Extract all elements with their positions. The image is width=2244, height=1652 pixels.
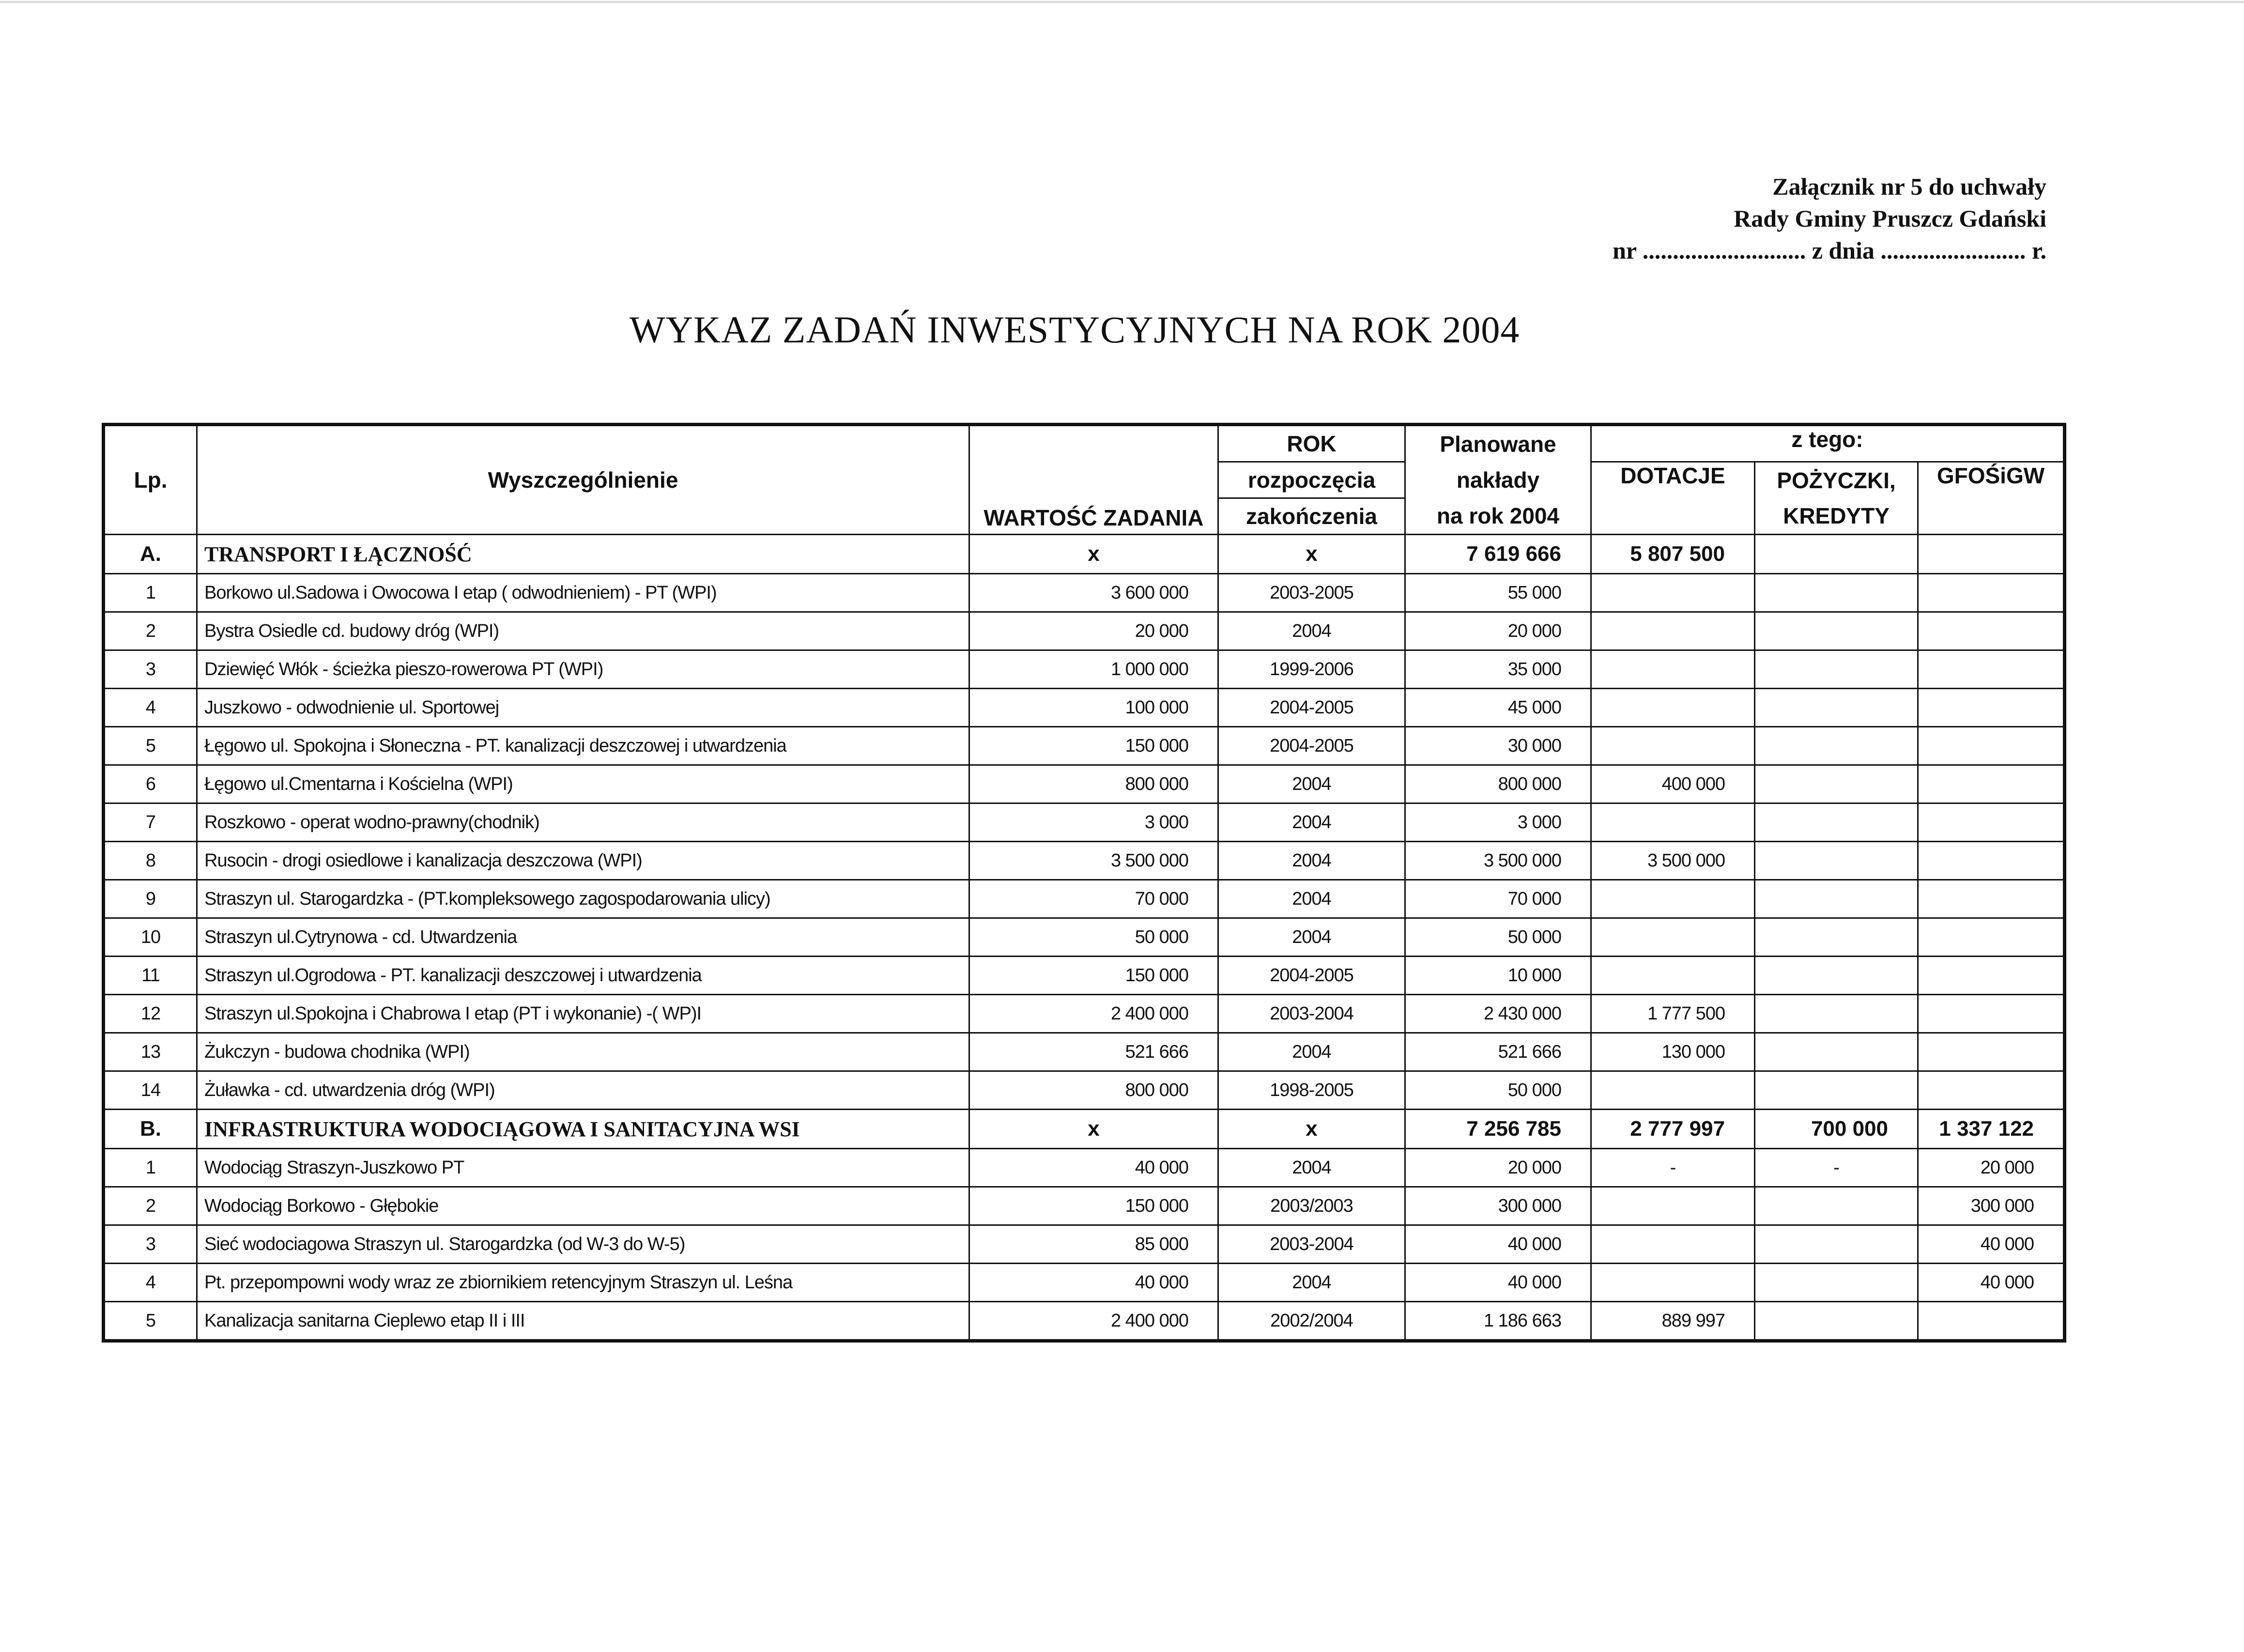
planned-cell: 1 186 663 bbox=[1405, 1302, 1591, 1341]
planned-cell: 800 000 bbox=[1405, 765, 1591, 803]
description-cell: Łęgowo ul.Cmentarna i Kościelna (WPI) bbox=[197, 765, 969, 803]
dotacje-cell: 400 000 bbox=[1591, 765, 1755, 803]
dotacje-cell bbox=[1591, 1187, 1755, 1225]
scan-top-edge bbox=[0, 1, 2244, 3]
gfosigw-cell bbox=[1918, 842, 2065, 880]
header-planned-bottom: na rok 2004 bbox=[1405, 498, 1591, 535]
gfosigw-cell bbox=[1918, 1302, 2065, 1341]
pozyczki-cell bbox=[1755, 1302, 1918, 1341]
lp-cell: 3 bbox=[104, 650, 197, 689]
lp-cell: 1 bbox=[104, 574, 197, 612]
description-cell: Sieć wodociagowa Straszyn ul. Starogardzka (od W-3 do W-5) bbox=[197, 1225, 969, 1264]
lp-cell: 2 bbox=[104, 612, 197, 650]
planned-cell: 20 000 bbox=[1405, 612, 1591, 650]
pozyczki-cell bbox=[1755, 880, 1918, 918]
planned-cell: 35 000 bbox=[1405, 650, 1591, 689]
pozyczki-cell bbox=[1755, 842, 1918, 880]
lp-cell: 3 bbox=[104, 1225, 197, 1264]
years-cell: 2004-2005 bbox=[1218, 957, 1405, 995]
section-planned-cell: 7 256 785 bbox=[1405, 1110, 1591, 1149]
description-cell: Dziewięć Włók - ścieżka pieszo-rowerowa PT (WPI) bbox=[197, 650, 969, 689]
dotacje-cell bbox=[1591, 957, 1755, 995]
years-cell: 2002/2004 bbox=[1218, 1302, 1405, 1341]
planned-cell: 2 430 000 bbox=[1405, 995, 1591, 1033]
planned-cell: 10 000 bbox=[1405, 957, 1591, 995]
planned-cell: 70 000 bbox=[1405, 880, 1591, 918]
gfosigw-cell bbox=[1918, 727, 2065, 765]
lp-cell: 12 bbox=[104, 995, 197, 1033]
planned-cell: 40 000 bbox=[1405, 1264, 1591, 1302]
gfosigw-cell bbox=[1918, 803, 2065, 842]
table-row bbox=[104, 1225, 2065, 1264]
lp-cell: 9 bbox=[104, 880, 197, 918]
dotacje-cell bbox=[1591, 1071, 1755, 1110]
lp-cell: 14 bbox=[104, 1071, 197, 1110]
task-value-cell: 800 000 bbox=[969, 1071, 1218, 1110]
dotacje-cell: - bbox=[1591, 1149, 1755, 1187]
years-cell: 2003-2004 bbox=[1218, 995, 1405, 1033]
section-description-cell: TRANSPORT I ŁĄCZNOŚĆ bbox=[197, 535, 969, 574]
description-cell: Straszyn ul.Cytrynowa - cd. Utwardzenia bbox=[197, 918, 969, 957]
task-value-cell: 3 600 000 bbox=[969, 574, 1218, 612]
section-gfosigw-cell bbox=[1918, 535, 2065, 574]
table-body bbox=[104, 535, 2065, 1341]
task-value-cell: 2 400 000 bbox=[969, 995, 1218, 1033]
gfosigw-cell: 300 000 bbox=[1918, 1187, 2065, 1225]
section-row bbox=[104, 1110, 2065, 1149]
years-cell: 2004 bbox=[1218, 842, 1405, 880]
task-value-cell: 150 000 bbox=[969, 1187, 1218, 1225]
description-cell: Wodociąg Straszyn-Juszkowo PT bbox=[197, 1149, 969, 1187]
table-header bbox=[104, 425, 2065, 535]
lp-cell: 7 bbox=[104, 803, 197, 842]
header-task-value: WARTOŚĆ ZADANIA bbox=[969, 425, 1218, 535]
task-value-cell: 800 000 bbox=[969, 765, 1218, 803]
years-cell: 2004-2005 bbox=[1218, 727, 1405, 765]
pozyczki-cell bbox=[1755, 574, 1918, 612]
table-row bbox=[104, 765, 2065, 803]
dotacje-cell: 3 500 000 bbox=[1591, 842, 1755, 880]
pozyczki-cell bbox=[1755, 612, 1918, 650]
gfosigw-cell bbox=[1918, 957, 2065, 995]
header-pozyczki-top: POŻYCZKI, bbox=[1755, 462, 1918, 498]
planned-cell: 3 000 bbox=[1405, 803, 1591, 842]
task-value-cell: 1 000 000 bbox=[969, 650, 1218, 689]
description-cell: Wodociąg Borkowo - Głębokie bbox=[197, 1187, 969, 1225]
pozyczki-cell bbox=[1755, 650, 1918, 689]
annex-line-1: Załącznik nr 5 do uchwały bbox=[1772, 173, 2046, 200]
dotacje-cell bbox=[1591, 689, 1755, 727]
gfosigw-cell bbox=[1918, 650, 2065, 689]
planned-cell: 50 000 bbox=[1405, 918, 1591, 957]
description-cell: Żukczyn - budowa chodnika (WPI) bbox=[197, 1033, 969, 1071]
lp-cell: 2 bbox=[104, 1187, 197, 1225]
years-cell: 1998-2005 bbox=[1218, 1071, 1405, 1110]
pozyczki-cell bbox=[1755, 765, 1918, 803]
description-cell: Borkowo ul.Sadowa i Owocowa I etap ( odwodnieniem) - PT (WPI) bbox=[197, 574, 969, 612]
gfosigw-cell bbox=[1918, 918, 2065, 957]
lp-cell: 5 bbox=[104, 727, 197, 765]
section-dotacje-cell: 2 777 997 bbox=[1591, 1110, 1755, 1149]
task-value-cell: 70 000 bbox=[969, 880, 1218, 918]
dotacje-cell bbox=[1591, 727, 1755, 765]
years-cell: 2004 bbox=[1218, 1264, 1405, 1302]
section-task-value-cell: x bbox=[969, 1110, 1218, 1149]
dotacje-cell bbox=[1591, 918, 1755, 957]
gfosigw-cell bbox=[1918, 880, 2065, 918]
gfosigw-cell bbox=[1918, 612, 2065, 650]
dotacje-cell: 130 000 bbox=[1591, 1033, 1755, 1071]
pozyczki-cell bbox=[1755, 918, 1918, 957]
dotacje-cell bbox=[1591, 803, 1755, 842]
description-cell: Straszyn ul.Spokojna i Chabrowa I etap (PT i wykonanie) -( WP)I bbox=[197, 995, 969, 1033]
planned-cell: 40 000 bbox=[1405, 1225, 1591, 1264]
description-cell: Straszyn ul. Starogardzka - (PT.kompleksowego zagospodarowania ulicy) bbox=[197, 880, 969, 918]
investment-table bbox=[102, 423, 2066, 1343]
description-cell: Bystra Osiedle cd. budowy dróg (WPI) bbox=[197, 612, 969, 650]
table-row bbox=[104, 1071, 2065, 1110]
table-row bbox=[104, 1264, 2065, 1302]
header-planned-top: Planowane bbox=[1405, 425, 1591, 462]
task-value-cell: 521 666 bbox=[969, 1033, 1218, 1071]
table-row bbox=[104, 727, 2065, 765]
description-cell: Rusocin - drogi osiedlowe i kanalizacja deszczowa (WPI) bbox=[197, 842, 969, 880]
gfosigw-cell: 40 000 bbox=[1918, 1225, 2065, 1264]
annex-line-3: nr ........................... z dnia ........................ r. bbox=[1613, 237, 2046, 264]
header-dotacje: DOTACJE bbox=[1591, 462, 1755, 535]
years-cell: 2003-2005 bbox=[1218, 574, 1405, 612]
task-value-cell: 85 000 bbox=[969, 1225, 1218, 1264]
years-cell: 2004 bbox=[1218, 918, 1405, 957]
lp-cell: 4 bbox=[104, 689, 197, 727]
planned-cell: 55 000 bbox=[1405, 574, 1591, 612]
header-description: Wyszczególnienie bbox=[197, 425, 969, 535]
section-gfosigw-cell: 1 337 122 bbox=[1918, 1110, 2065, 1149]
pozyczki-cell bbox=[1755, 1033, 1918, 1071]
section-lp-cell: A. bbox=[104, 535, 197, 574]
section-years-cell: x bbox=[1218, 1110, 1405, 1149]
years-cell: 2004 bbox=[1218, 803, 1405, 842]
table-row bbox=[104, 803, 2065, 842]
pozyczki-cell bbox=[1755, 957, 1918, 995]
annex-line-2: Rady Gminy Pruszcz Gdański bbox=[1734, 205, 2046, 232]
pozyczki-cell bbox=[1755, 803, 1918, 842]
lp-cell: 11 bbox=[104, 957, 197, 995]
table-row bbox=[104, 880, 2065, 918]
description-cell: Juszkowo - odwodnienie ul. Sportowej bbox=[197, 689, 969, 727]
task-value-cell: 40 000 bbox=[969, 1149, 1218, 1187]
years-cell: 1999-2006 bbox=[1218, 650, 1405, 689]
header-gfosigw: GFOŚiGW bbox=[1918, 462, 2065, 535]
task-value-cell: 40 000 bbox=[969, 1264, 1218, 1302]
task-value-cell: 100 000 bbox=[969, 689, 1218, 727]
annex-note bbox=[1613, 170, 2046, 266]
header-year-top: ROK bbox=[1218, 425, 1405, 462]
gfosigw-cell: 40 000 bbox=[1918, 1264, 2065, 1302]
lp-cell: 5 bbox=[104, 1302, 197, 1341]
pozyczki-cell bbox=[1755, 995, 1918, 1033]
gfosigw-cell bbox=[1918, 765, 2065, 803]
table-row bbox=[104, 574, 2065, 612]
lp-cell: 10 bbox=[104, 918, 197, 957]
years-cell: 2004 bbox=[1218, 880, 1405, 918]
dotacje-cell: 1 777 500 bbox=[1591, 995, 1755, 1033]
table-row bbox=[104, 689, 2065, 727]
pozyczki-cell bbox=[1755, 1071, 1918, 1110]
pozyczki-cell bbox=[1755, 727, 1918, 765]
dotacje-cell bbox=[1591, 650, 1755, 689]
section-lp-cell: B. bbox=[104, 1110, 197, 1149]
header-planned-mid: nakłady bbox=[1405, 462, 1591, 498]
section-pozyczki-cell: 700 000 bbox=[1755, 1110, 1918, 1149]
table-row bbox=[104, 995, 2065, 1033]
years-cell: 2003-2004 bbox=[1218, 1225, 1405, 1264]
years-cell: 2004 bbox=[1218, 1033, 1405, 1071]
lp-cell: 13 bbox=[104, 1033, 197, 1071]
lp-cell: 6 bbox=[104, 765, 197, 803]
planned-cell: 300 000 bbox=[1405, 1187, 1591, 1225]
header-lp: Lp. bbox=[104, 425, 197, 535]
years-cell: 2003/2003 bbox=[1218, 1187, 1405, 1225]
task-value-cell: 20 000 bbox=[969, 612, 1218, 650]
section-description-cell: INFRASTRUKTURA WODOCIĄGOWA I SANITACYJNA WSI bbox=[197, 1110, 969, 1149]
dotacje-cell bbox=[1591, 1264, 1755, 1302]
section-planned-cell: 7 619 666 bbox=[1405, 535, 1591, 574]
dotacje-cell bbox=[1591, 574, 1755, 612]
gfosigw-cell bbox=[1918, 689, 2065, 727]
lp-cell: 8 bbox=[104, 842, 197, 880]
pozyczki-cell bbox=[1755, 1264, 1918, 1302]
section-years-cell: x bbox=[1218, 535, 1405, 574]
task-value-cell: 2 400 000 bbox=[969, 1302, 1218, 1341]
table-row bbox=[104, 842, 2065, 880]
description-cell: Łęgowo ul. Spokojna i Słoneczna - PT. kanalizacji deszczowej i utwardzenia bbox=[197, 727, 969, 765]
dotacje-cell bbox=[1591, 1225, 1755, 1264]
years-cell: 2004-2005 bbox=[1218, 689, 1405, 727]
planned-cell: 45 000 bbox=[1405, 689, 1591, 727]
lp-cell: 4 bbox=[104, 1264, 197, 1302]
gfosigw-cell: 20 000 bbox=[1918, 1149, 2065, 1187]
description-cell: Żuławka - cd. utwardzenia dróg (WPI) bbox=[197, 1071, 969, 1110]
table-row bbox=[104, 650, 2065, 689]
task-value-cell: 3 500 000 bbox=[969, 842, 1218, 880]
table-row bbox=[104, 1187, 2065, 1225]
document-title: WYKAZ ZADAŃ INWESTYCYJNYCH NA ROK 2004 bbox=[630, 309, 1520, 351]
section-task-value-cell: x bbox=[969, 535, 1218, 574]
section-pozyczki-cell bbox=[1755, 535, 1918, 574]
lp-cell: 1 bbox=[104, 1149, 197, 1187]
description-cell: Pt. przepompowni wody wraz ze zbiornikiem retencyjnym Straszyn ul. Leśna bbox=[197, 1264, 969, 1302]
description-cell: Roszkowo - operat wodno-prawny(chodnik) bbox=[197, 803, 969, 842]
table-row bbox=[104, 957, 2065, 995]
gfosigw-cell bbox=[1918, 995, 2065, 1033]
gfosigw-cell bbox=[1918, 574, 2065, 612]
years-cell: 2004 bbox=[1218, 765, 1405, 803]
table-row bbox=[104, 612, 2065, 650]
gfosigw-cell bbox=[1918, 1033, 2065, 1071]
section-dotacje-cell: 5 807 500 bbox=[1591, 535, 1755, 574]
pozyczki-cell bbox=[1755, 689, 1918, 727]
header-year-start: rozpoczęcia bbox=[1218, 462, 1405, 498]
pozyczki-cell bbox=[1755, 1225, 1918, 1264]
dotacje-cell bbox=[1591, 612, 1755, 650]
planned-cell: 50 000 bbox=[1405, 1071, 1591, 1110]
header-pozyczki-bottom: KREDYTY bbox=[1755, 498, 1918, 535]
task-value-cell: 150 000 bbox=[969, 727, 1218, 765]
gfosigw-cell bbox=[1918, 1071, 2065, 1110]
description-cell: Kanalizacja sanitarna Cieplewo etap II i III bbox=[197, 1302, 969, 1341]
task-value-cell: 3 000 bbox=[969, 803, 1218, 842]
pozyczki-cell bbox=[1755, 1187, 1918, 1225]
task-value-cell: 50 000 bbox=[969, 918, 1218, 957]
table-row bbox=[104, 918, 2065, 957]
header-ztego: z tego: bbox=[1591, 425, 2065, 462]
dotacje-cell: 889 997 bbox=[1591, 1302, 1755, 1341]
table-row bbox=[104, 1149, 2065, 1187]
planned-cell: 20 000 bbox=[1405, 1149, 1591, 1187]
years-cell: 2004 bbox=[1218, 612, 1405, 650]
table-row bbox=[104, 1033, 2065, 1071]
planned-cell: 521 666 bbox=[1405, 1033, 1591, 1071]
dotacje-cell bbox=[1591, 880, 1755, 918]
table-row bbox=[104, 1302, 2065, 1341]
section-row bbox=[104, 535, 2065, 574]
task-value-cell: 150 000 bbox=[969, 957, 1218, 995]
planned-cell: 30 000 bbox=[1405, 727, 1591, 765]
header-year-end: zakończenia bbox=[1218, 498, 1405, 535]
pozyczki-cell: - bbox=[1755, 1149, 1918, 1187]
years-cell: 2004 bbox=[1218, 1149, 1405, 1187]
planned-cell: 3 500 000 bbox=[1405, 842, 1591, 880]
description-cell: Straszyn ul.Ogrodowa - PT. kanalizacji deszczowej i utwardzenia bbox=[197, 957, 969, 995]
